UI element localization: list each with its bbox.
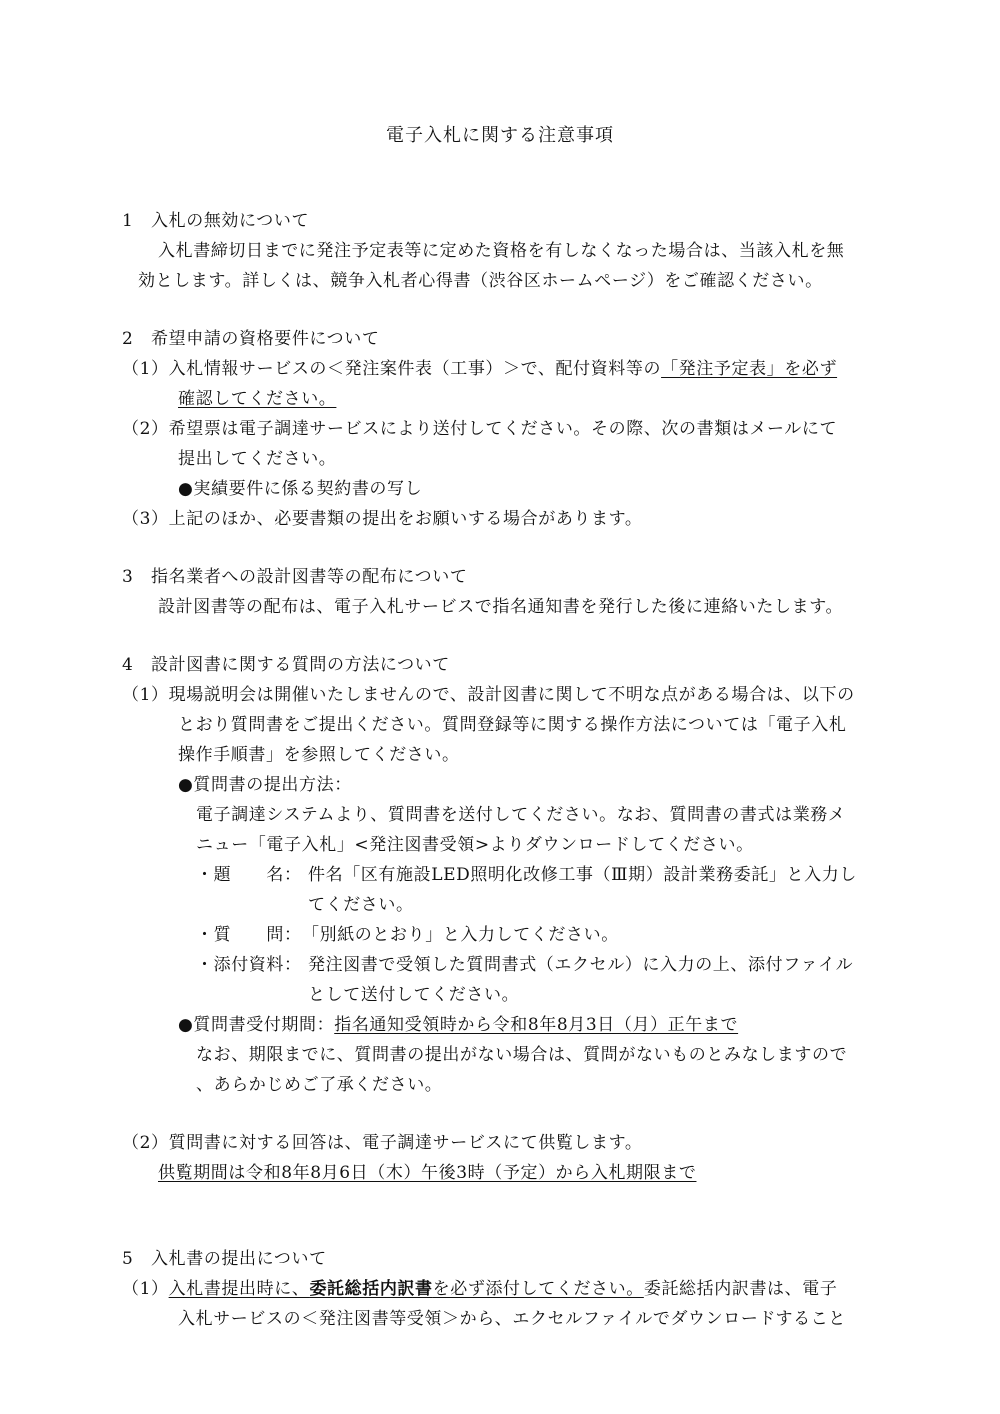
section-5-item-1-line-2: 入札サービスの＜発注図書等受領＞から、エクセルファイルでダウンロードすること bbox=[178, 1309, 846, 1329]
reception-note-line-1: なお、期限までに、質問書の提出がない場合は、質問がないものとみなしますので bbox=[196, 1045, 848, 1065]
section-2-item-1-text: （1）入札情報サービスの＜発注案件表（工事）＞で、配付資料等の bbox=[122, 359, 662, 379]
section-2-heading: 2 希望申請の資格要件について bbox=[122, 329, 380, 349]
section-2-item-1-underlined: 「発注予定表」を必ず bbox=[661, 359, 838, 379]
section-5-item-1-line-1 bbox=[122, 1278, 837, 1300]
submission-method-heading: ●質問書の提出方法： bbox=[178, 775, 352, 795]
section-4-item-1-line-3: 操作手順書」を参照してください。 bbox=[178, 745, 460, 765]
question-label: ・質 問： bbox=[196, 925, 302, 945]
reception-note-line-2: 、あらかじめご了承ください。 bbox=[196, 1075, 443, 1095]
section-2-item-2-bullet: ●実績要件に係る契約書の写し bbox=[178, 479, 423, 499]
subject-text-line-2: てください。 bbox=[308, 895, 414, 915]
section-2-item-3: （3）上記のほか、必要書類の提出をお願いする場合があります。 bbox=[122, 509, 643, 529]
submission-method-line-2: ニュー「電子入札」<発注図書受領>よりダウンロードしてください。 bbox=[196, 835, 754, 855]
subject-label: ・題 名： bbox=[196, 865, 302, 885]
reception-period bbox=[178, 1014, 738, 1036]
section-1-heading: 1 入札の無効について bbox=[122, 211, 310, 231]
section-1-text-line-1: 入札書締切日までに発注予定表等に定めた資格を有しなくなった場合は、当該入札を無 bbox=[158, 241, 845, 261]
submission-method-line-1: 電子調達システムより、質問書を送付してください。なお、質問書の書式は業務メ bbox=[196, 805, 846, 825]
question-text: 「別紙のとおり」と入力してください。 bbox=[302, 925, 619, 945]
section-2-item-2-line-1: （2）希望票は電子調達サービスにより送付してください。その際、次の書類はメールにて bbox=[122, 419, 838, 439]
section-4-item-2-line-2: 供覧期間は令和8年8月6日（木）午後3時（予定）から入札期限まで bbox=[158, 1163, 697, 1183]
section-5-heading: 5 入札書の提出について bbox=[122, 1249, 327, 1269]
section-4-heading: 4 設計図書に関する質問の方法について bbox=[122, 655, 450, 675]
section-5-item-1-underlined-2: を必ず添付してください。 bbox=[432, 1279, 644, 1299]
reception-period-value: 指名通知受領時から令和8年8月3日（月）正午まで bbox=[334, 1015, 739, 1035]
section-5-item-1-number: （1） bbox=[122, 1279, 169, 1299]
section-2-item-1-line-1 bbox=[122, 358, 837, 380]
section-5-item-1-bold: 委託総括内訳書 bbox=[309, 1279, 433, 1299]
section-3-text: 設計図書等の配布は、電子入札サービスで指名通知書を発行した後に連絡いたします。 bbox=[158, 597, 844, 617]
section-2-item-1-line-2: 確認してください。 bbox=[178, 389, 337, 409]
section-4-item-1-line-1: （1）現場説明会は開催いたしませんので、設計図書に関して不明な点がある場合は、以下の bbox=[122, 685, 855, 705]
reception-period-label: ●質問書受付期間： bbox=[178, 1015, 335, 1035]
section-4-item-2-line-1: （2）質問書に対する回答は、電子調達サービスにて供覧します。 bbox=[122, 1133, 643, 1153]
section-5-item-1-rest: 委託総括内訳書は、電子 bbox=[643, 1279, 838, 1299]
section-3-heading: 3 指名業者への設計図書等の配布について bbox=[122, 567, 468, 587]
subject-text-line-1: 件名「区有施設LED照明化改修工事（Ⅲ期）設計業務委託」と入力し bbox=[308, 865, 857, 885]
attachment-label: ・添付資料： bbox=[196, 955, 302, 975]
attachment-text-line-2: として送付してください。 bbox=[308, 985, 520, 1005]
attachment-text-line-1: 発注図書で受領した質問書式（エクセル）に入力の上、添付ファイル bbox=[308, 955, 854, 975]
section-2-item-2-line-2: 提出してください。 bbox=[178, 449, 337, 469]
page-title: 電子入札に関する注意事項 bbox=[386, 125, 614, 146]
section-5-item-1-underlined-1: 入札書提出時に、 bbox=[168, 1279, 310, 1299]
section-4-item-1-line-2: とおり質問書をご提出ください。質問登録等に関する操作方法については「電子入札 bbox=[178, 715, 847, 735]
section-1-text-line-2: 効とします。詳しくは、競争入札者心得書（渋谷区ホームページ）をご確認ください。 bbox=[138, 271, 823, 291]
